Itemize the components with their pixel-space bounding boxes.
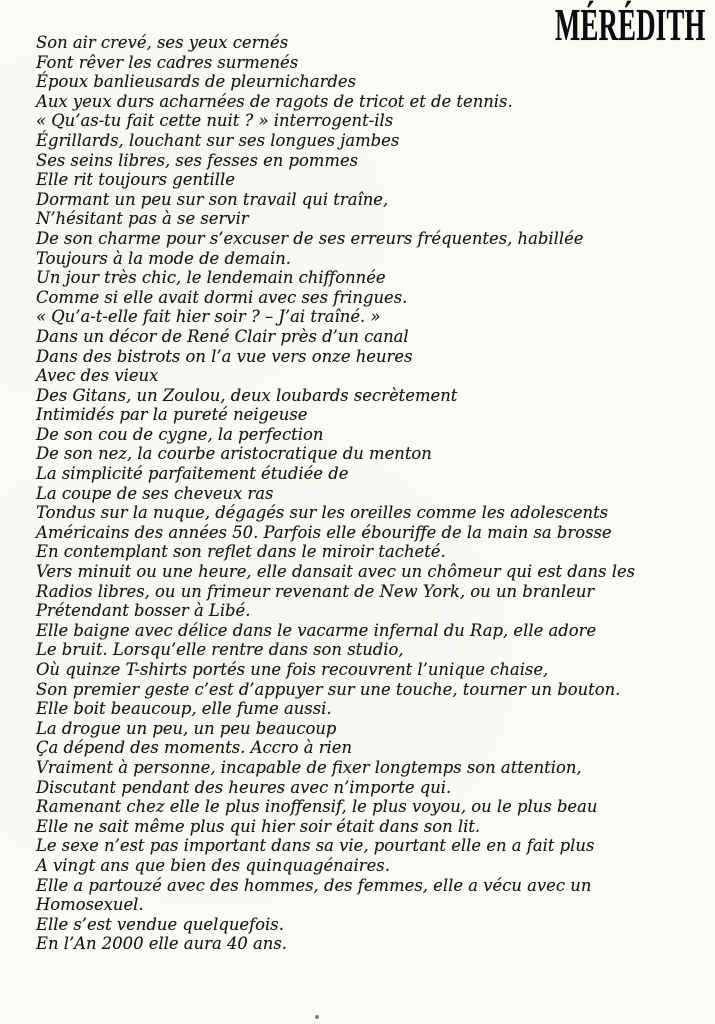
poem-line: Ramenant chez elle le plus inoffensif, le plus voyou, ou le plus beau xyxy=(36,797,598,817)
poem-line: Font rêver les cadres surmenés xyxy=(36,52,299,72)
poem-line: Vers minuit ou une heure, elle dansait avec un chômeur qui est dans les xyxy=(36,562,636,582)
poem-line: Dans des bistrots on l’a vue vers onze heures xyxy=(36,346,413,366)
poem-line: Son premier geste c’est d’appuyer sur une touche, tourner un bouton. xyxy=(36,679,621,699)
poem-line: La simplicité parfaitement étudiée de xyxy=(36,464,349,484)
poem-line: En contemplant son reflet dans le miroir tacheté. xyxy=(36,542,446,562)
poem-line: Elle rit toujours gentille xyxy=(36,170,235,190)
poem-line: Dans un décor de René Clair près d’un canal xyxy=(36,326,409,346)
poem-line: Avec des vieux xyxy=(36,366,159,386)
poem-line: Où quinze T-shirts portés une fois recouvrent l’unique chaise, xyxy=(36,660,549,679)
scan-speck xyxy=(315,1015,319,1019)
poem-line: La coupe de ses cheveux ras xyxy=(36,483,274,503)
poem-line: Elle a partouzé avec des hommes, des femmes, elle a vécu avec un xyxy=(36,875,592,895)
poem-line: « Qu’as-tu fait cette nuit ? » interrogent-ils xyxy=(36,111,394,131)
poem-line: Radios libres, ou un frimeur revenant de New York, ou un branleur xyxy=(36,581,595,601)
poem-line: Comme si elle avait dormi avec ses fringues. xyxy=(36,287,408,307)
poem-line: Intimidés par la pureté neigeuse xyxy=(36,405,308,425)
poem-line: En l’An 2000 elle aura 40 ans. xyxy=(36,934,287,954)
poem-line: Ça dépend des moments. Accro à rien xyxy=(36,738,353,758)
poem-line: De son cou de cygne, la perfection xyxy=(36,424,324,444)
poem-line: Elle ne sait même plus qui hier soir était dans son lit. xyxy=(36,816,481,836)
poem-line: Son air crevé, ses yeux cernés xyxy=(36,33,289,52)
poem-line: Homosexuel. xyxy=(36,895,144,915)
poem-text-block xyxy=(36,33,635,954)
poem-line: Un jour très chic, le lendemain chiffonnée xyxy=(36,268,386,288)
poem-line: La drogue un peu, un peu beaucoup xyxy=(36,718,337,738)
poem-line: Le sexe n’est pas important dans sa vie, pourtant elle en a fait plus xyxy=(36,836,595,856)
poem-line: Vraiment à personne, incapable de fixer longtemps son attention, xyxy=(36,757,582,777)
poem-line: Dormant un peu sur son travail qui traîne, xyxy=(36,189,389,209)
poem-line: De son charme pour s’excuser de ses erreurs fréquentes, habillée xyxy=(36,228,584,248)
poem-line: Prétendant bosser à Libé. xyxy=(36,601,251,621)
poem-line: « Qu’a-t-elle fait hier soir ? – J’ai traîné. » xyxy=(36,307,381,327)
poem-line: Ses seins libres, ses fesses en pommes xyxy=(36,150,359,170)
poem-line: Elle s’est vendue quelquefois. xyxy=(36,914,284,934)
poem-line: Le bruit. Lorsqu’elle rentre dans son studio, xyxy=(36,640,404,660)
poem-line: Américains des années 50. Parfois elle ébouriffe de la main sa brosse xyxy=(36,522,612,542)
poem-line: Égrillards, louchant sur ses longues jambes xyxy=(36,130,400,150)
poem-line: Elle boit beaucoup, elle fume aussi. xyxy=(36,699,332,719)
poem-line: Aux yeux durs acharnées de ragots de tricot et de tennis. xyxy=(36,91,513,111)
poem-line: De son nez, la courbe aristocratique du menton xyxy=(36,444,432,464)
poem-line: Elle baigne avec délice dans le vacarme infernal du Rap, elle adore xyxy=(36,620,597,640)
poem-line: A vingt ans que bien des quinquagénaires. xyxy=(36,855,390,875)
poem-line: N’hésitant pas à se servir xyxy=(36,209,249,229)
poem-line: Discutant pendant des heures avec n’importe qui. xyxy=(36,777,452,797)
page-title: MÉRÉDITH xyxy=(555,0,706,50)
poem-line: Toujours à la mode de demain. xyxy=(36,248,291,268)
poem-line: Des Gitans, un Zoulou, deux loubards secrètement xyxy=(36,385,458,405)
poem-line: Tondus sur la nuque, dégagés sur les oreilles comme les adolescents xyxy=(36,503,609,523)
poem-line: Époux banlieusards de pleurnichardes xyxy=(36,72,357,92)
